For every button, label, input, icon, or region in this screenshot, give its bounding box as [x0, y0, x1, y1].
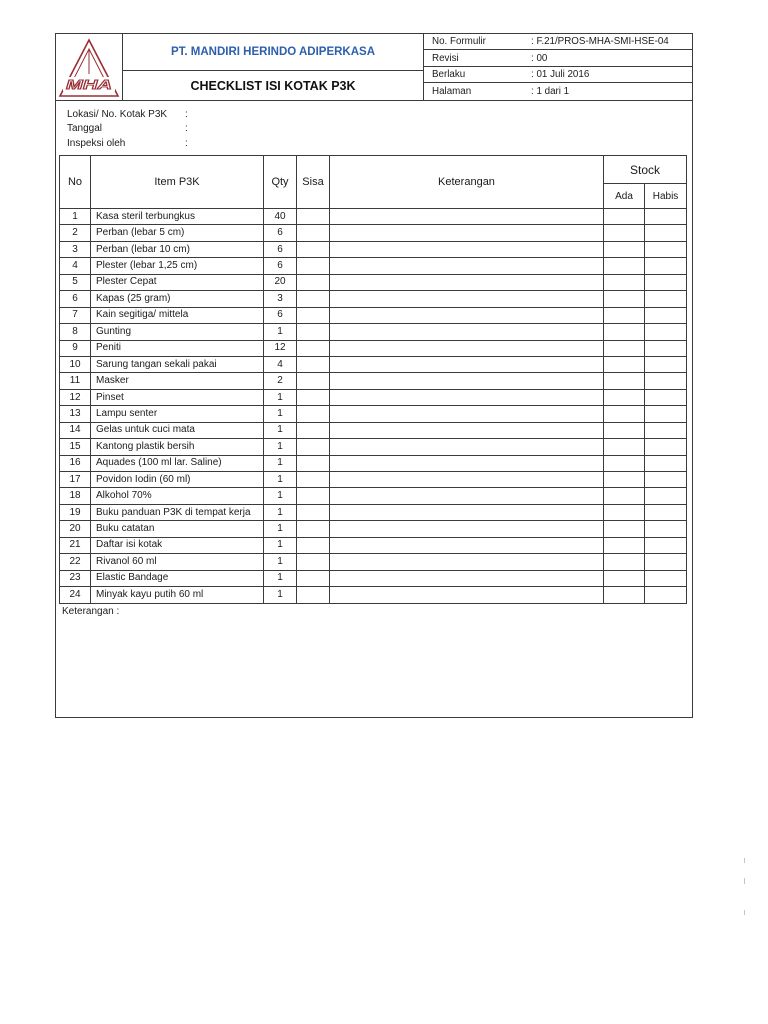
cell-keterangan: [330, 241, 604, 257]
cell-qty: 1: [264, 439, 297, 455]
cell-qty: 1: [264, 389, 297, 405]
cell-keterangan: [330, 356, 604, 372]
cell-no: 14: [60, 422, 91, 438]
cell-no: 11: [60, 373, 91, 389]
cell-no: 16: [60, 455, 91, 471]
cell-qty: 12: [264, 340, 297, 356]
cell-item: Plester (lebar 1,25 cm): [91, 258, 264, 274]
table-header-row: [60, 156, 687, 184]
cell-stock-ada: [604, 521, 645, 537]
cell-qty: 1: [264, 324, 297, 340]
table-row: [60, 439, 687, 455]
cell-sisa: [297, 389, 330, 405]
cell-keterangan: [330, 209, 604, 225]
cell-stock-habis: [645, 488, 687, 504]
cell-stock-habis: [645, 504, 687, 520]
meta-row-page: [424, 83, 692, 100]
cell-keterangan: [330, 340, 604, 356]
cell-qty: 2: [264, 373, 297, 389]
company-name: PT. MANDIRI HERINDO ADIPERKASA: [123, 34, 423, 71]
meta-value: : F.21/PROS-MHA-SMI-HSE-04: [531, 36, 669, 47]
cell-stock-habis: [645, 241, 687, 257]
cell-stock-habis: [645, 274, 687, 290]
cell-qty: 6: [264, 258, 297, 274]
cell-no: 17: [60, 472, 91, 488]
table-row: [60, 554, 687, 570]
cell-stock-habis: [645, 570, 687, 586]
meta-label: Berlaku: [432, 69, 466, 80]
cell-stock-ada: [604, 406, 645, 422]
table-row: [60, 504, 687, 520]
cell-stock-habis: [645, 258, 687, 274]
cell-keterangan: [330, 537, 604, 553]
title-block: [123, 34, 424, 100]
meta-row-effective-date: [424, 67, 692, 83]
cell-no: 6: [60, 291, 91, 307]
cell-no: 22: [60, 554, 91, 570]
cell-stock-ada: [604, 587, 645, 603]
logo-lettering: MHA: [66, 77, 112, 92]
meta-row-revision: [424, 50, 692, 67]
cell-no: 23: [60, 570, 91, 586]
cell-no: 20: [60, 521, 91, 537]
cell-stock-ada: [604, 504, 645, 520]
table-row: [60, 340, 687, 356]
cell-stock-ada: [604, 455, 645, 471]
cell-sisa: [297, 274, 330, 290]
cell-stock-ada: [604, 537, 645, 553]
cell-no: 12: [60, 389, 91, 405]
cell-item: Kapas (25 gram): [91, 291, 264, 307]
cell-stock-ada: [604, 241, 645, 257]
cell-sisa: [297, 570, 330, 586]
cell-sisa: [297, 373, 330, 389]
cell-stock-habis: [645, 373, 687, 389]
cell-no: 7: [60, 307, 91, 323]
cell-item: Pinset: [91, 389, 264, 405]
cell-stock-ada: [604, 439, 645, 455]
cell-qty: 1: [264, 554, 297, 570]
cell-qty: 1: [264, 422, 297, 438]
cell-sisa: [297, 340, 330, 356]
col-header-stock: Stock: [604, 156, 687, 184]
field-location: [67, 108, 367, 122]
cell-keterangan: [330, 521, 604, 537]
field-separator: :: [185, 109, 188, 120]
cell-no: 2: [60, 225, 91, 241]
field-inspected-by: [67, 137, 367, 151]
cell-stock-habis: [645, 587, 687, 603]
cell-keterangan: [330, 554, 604, 570]
meta-label: No. Formulir: [432, 36, 486, 47]
table-row: [60, 274, 687, 290]
cell-qty: 1: [264, 504, 297, 520]
field-label: Tanggal: [67, 123, 103, 134]
cell-item: Kain segitiga/ mittela: [91, 307, 264, 323]
cell-keterangan: [330, 504, 604, 520]
cell-qty: 20: [264, 274, 297, 290]
cell-no: 19: [60, 504, 91, 520]
cell-keterangan: [330, 291, 604, 307]
table-row: [60, 373, 687, 389]
cell-item: Buku catatan: [91, 521, 264, 537]
cell-stock-habis: [645, 554, 687, 570]
table-row: [60, 422, 687, 438]
cell-sisa: [297, 439, 330, 455]
cell-stock-ada: [604, 356, 645, 372]
cell-sisa: [297, 406, 330, 422]
cell-qty: 1: [264, 472, 297, 488]
table-row: [60, 389, 687, 405]
col-header-ada: Ada: [604, 184, 645, 209]
checklist-form: [55, 33, 693, 718]
cell-stock-ada: [604, 307, 645, 323]
table-row: [60, 225, 687, 241]
cell-sisa: [297, 554, 330, 570]
cell-sisa: [297, 356, 330, 372]
cell-stock-ada: [604, 422, 645, 438]
cell-qty: 1: [264, 406, 297, 422]
cell-stock-habis: [645, 439, 687, 455]
table-row: [60, 455, 687, 471]
cell-item: Plester Cepat: [91, 274, 264, 290]
cell-item: Sarung tangan sekali pakai: [91, 356, 264, 372]
cell-stock-habis: [645, 537, 687, 553]
cell-no: 1: [60, 209, 91, 225]
cell-no: 15: [60, 439, 91, 455]
cell-keterangan: [330, 472, 604, 488]
cell-sisa: [297, 241, 330, 257]
cell-item: Kantong plastik bersih: [91, 439, 264, 455]
cell-qty: 1: [264, 455, 297, 471]
cell-no: 8: [60, 324, 91, 340]
cell-stock-ada: [604, 225, 645, 241]
cell-keterangan: [330, 455, 604, 471]
cell-qty: 3: [264, 291, 297, 307]
cell-sisa: [297, 307, 330, 323]
form-title: CHECKLIST ISI KOTAK P3K: [190, 78, 356, 93]
cell-stock-ada: [604, 209, 645, 225]
cell-qty: 1: [264, 570, 297, 586]
cell-item: Minyak kayu putih 60 ml: [91, 587, 264, 603]
meta-label: Halaman: [432, 86, 472, 97]
table-row: [60, 291, 687, 307]
cell-no: 21: [60, 537, 91, 553]
cell-item: Buku panduan P3K di tempat kerja: [91, 504, 264, 520]
cell-stock-ada: [604, 488, 645, 504]
cell-item: Aquades (100 ml lar. Saline): [91, 455, 264, 471]
cell-stock-habis: [645, 406, 687, 422]
cell-qty: 6: [264, 307, 297, 323]
cell-stock-habis: [645, 307, 687, 323]
cell-sisa: [297, 472, 330, 488]
cell-stock-habis: [645, 209, 687, 225]
cell-sisa: [297, 291, 330, 307]
table-row: [60, 570, 687, 586]
cell-stock-ada: [604, 274, 645, 290]
cell-item: Masker: [91, 373, 264, 389]
scan-artifact: [744, 878, 745, 884]
cell-sisa: [297, 504, 330, 520]
table-row: [60, 241, 687, 257]
cell-keterangan: [330, 406, 604, 422]
cell-no: 9: [60, 340, 91, 356]
cell-item: Rivanol 60 ml: [91, 554, 264, 570]
cell-item: Gunting: [91, 324, 264, 340]
cell-qty: 1: [264, 488, 297, 504]
cell-stock-ada: [604, 373, 645, 389]
checklist-table: [59, 155, 687, 604]
cell-no: 18: [60, 488, 91, 504]
table-row: [60, 209, 687, 225]
cell-no: 13: [60, 406, 91, 422]
cell-stock-ada: [604, 570, 645, 586]
table-row: [60, 258, 687, 274]
cell-stock-ada: [604, 554, 645, 570]
cell-stock-habis: [645, 340, 687, 356]
cell-no: 24: [60, 587, 91, 603]
table-body: [60, 209, 687, 604]
cell-stock-habis: [645, 521, 687, 537]
col-header-no: No: [60, 156, 91, 209]
cell-item: Gelas untuk cuci mata: [91, 422, 264, 438]
table-row: [60, 356, 687, 372]
cell-sisa: [297, 455, 330, 471]
cell-item: Povidon Iodin (60 ml): [91, 472, 264, 488]
cell-no: 5: [60, 274, 91, 290]
form-header: [56, 34, 692, 101]
cell-no: 4: [60, 258, 91, 274]
cell-item: Lampu senter: [91, 406, 264, 422]
cell-qty: 6: [264, 241, 297, 257]
cell-stock-habis: [645, 225, 687, 241]
scan-artifact: [744, 858, 745, 863]
cell-keterangan: [330, 274, 604, 290]
cell-stock-habis: [645, 291, 687, 307]
cell-stock-ada: [604, 340, 645, 356]
cell-qty: 4: [264, 356, 297, 372]
cell-stock-habis: [645, 389, 687, 405]
col-header-qty: Qty: [264, 156, 297, 209]
cell-item: Elastic Bandage: [91, 570, 264, 586]
cell-item: Peniti: [91, 340, 264, 356]
cell-sisa: [297, 521, 330, 537]
cell-stock-habis: [645, 324, 687, 340]
cell-sisa: [297, 258, 330, 274]
table-row: [60, 406, 687, 422]
cell-keterangan: [330, 422, 604, 438]
cell-stock-habis: [645, 472, 687, 488]
cell-stock-ada: [604, 324, 645, 340]
mha-logo-icon: [56, 34, 122, 100]
cell-item: Kasa steril terbungkus: [91, 209, 264, 225]
company-logo: [56, 34, 123, 100]
cell-keterangan: [330, 373, 604, 389]
table-row: [60, 537, 687, 553]
table-row: [60, 587, 687, 603]
table-row: [60, 488, 687, 504]
cell-keterangan: [330, 324, 604, 340]
cell-sisa: [297, 537, 330, 553]
cell-sisa: [297, 209, 330, 225]
field-label: Inspeksi oleh: [67, 138, 126, 149]
cell-sisa: [297, 488, 330, 504]
col-header-habis: Habis: [645, 184, 687, 209]
field-separator: :: [185, 138, 188, 149]
col-header-keterangan: Keterangan: [330, 156, 604, 209]
cell-keterangan: [330, 307, 604, 323]
cell-qty: 1: [264, 537, 297, 553]
document-info: [424, 34, 692, 100]
cell-item: Daftar isi kotak: [91, 537, 264, 553]
cell-stock-habis: [645, 356, 687, 372]
cell-keterangan: [330, 587, 604, 603]
cell-keterangan: [330, 389, 604, 405]
table-row: [60, 521, 687, 537]
cell-qty: 1: [264, 587, 297, 603]
cell-sisa: [297, 225, 330, 241]
cell-no: 3: [60, 241, 91, 257]
cell-keterangan: [330, 488, 604, 504]
cell-sisa: [297, 324, 330, 340]
cell-qty: 1: [264, 521, 297, 537]
meta-row-form-number: [424, 34, 692, 50]
scan-artifact: [744, 910, 745, 915]
field-separator: :: [185, 123, 188, 134]
cell-stock-habis: [645, 455, 687, 471]
notes-label: Keterangan :: [62, 606, 120, 617]
cell-keterangan: [330, 439, 604, 455]
cell-stock-habis: [645, 422, 687, 438]
cell-keterangan: [330, 570, 604, 586]
field-date: [67, 122, 367, 136]
cell-no: 10: [60, 356, 91, 372]
cell-keterangan: [330, 258, 604, 274]
table-row: [60, 472, 687, 488]
table-row: [60, 324, 687, 340]
field-label: Lokasi/ No. Kotak P3K: [67, 109, 168, 120]
meta-value: : 01 Juli 2016: [531, 69, 590, 80]
cell-stock-ada: [604, 291, 645, 307]
cell-stock-ada: [604, 389, 645, 405]
col-header-sisa: Sisa: [297, 156, 330, 209]
cell-stock-ada: [604, 258, 645, 274]
cell-item: Perban (lebar 5 cm): [91, 225, 264, 241]
meta-value: : 1 dari 1: [531, 86, 570, 97]
cell-item: Perban (lebar 10 cm): [91, 241, 264, 257]
cell-sisa: [297, 422, 330, 438]
meta-label: Revisi: [432, 52, 459, 64]
cell-sisa: [297, 587, 330, 603]
col-header-item: Item P3K: [91, 156, 264, 209]
cell-qty: 40: [264, 209, 297, 225]
meta-value: : 00: [531, 52, 548, 64]
cell-item: Alkohol 70%: [91, 488, 264, 504]
cell-keterangan: [330, 225, 604, 241]
cell-stock-ada: [604, 472, 645, 488]
cell-qty: 6: [264, 225, 297, 241]
table-row: [60, 307, 687, 323]
